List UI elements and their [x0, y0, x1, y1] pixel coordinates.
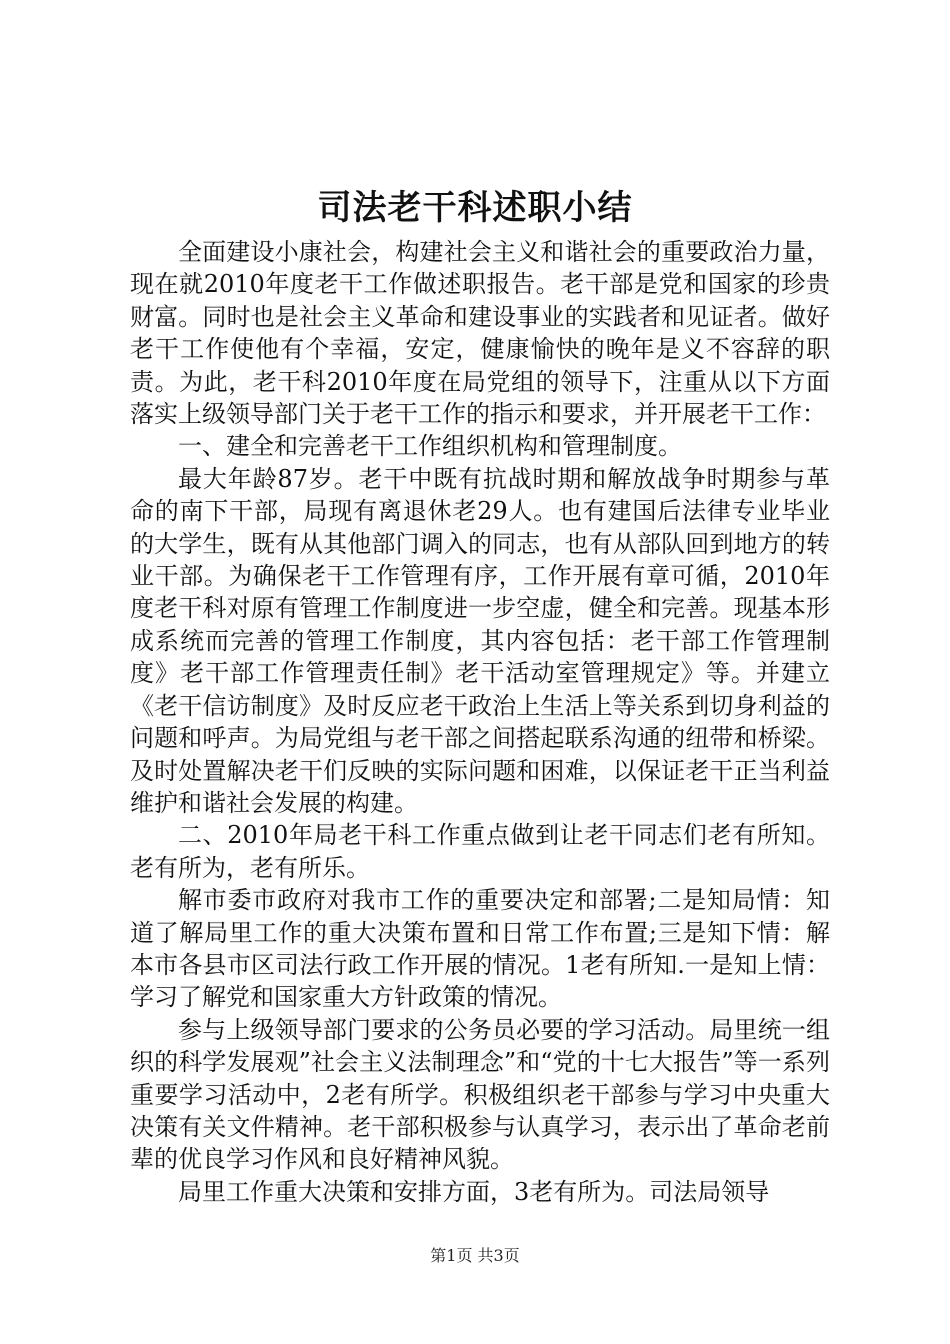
paragraph: 解市委市政府对我市工作的重要决定和部署;二是知局情：知道了解局里工作的重大决策布置和日常工作布置;三是知下情：解本市各县市区司法行政工作开展的情况。1老有所知.一是知上情：学习了解党和国家重大方针政策的情况。 [130, 886, 830, 1012]
paragraph: 局里工作重大决策和安排方面，3老有所为。司法局领导 [178, 1177, 770, 1206]
page-footer: 第1页 共3页 [430, 1246, 520, 1265]
section-heading: 二、2010年局老干科工作重点做到让老干同志们老有所知。老有所为，老有所乐。 [130, 821, 830, 882]
paragraph: 全面建设小康社会，构建社会主义和谐社会的重要政治力量，现在就2010年度老干工作做述职报告。老干部是党和国家的珍贵财富。同时也是社会主义革命和建设事业的实践者和见证者。做好老干工作使他有个幸福，安定，健康愉快的晚年是义不容辞的职责。为此，老干科2010年度在局党组的领导下，注重从以下方面落实上级领导部门关于老干工作的指示和要求，并开展老干工作： [130, 238, 830, 429]
section-heading: 一、建全和完善老干工作组织机构和管理制度。 [178, 432, 682, 461]
paragraph: 最大年龄87岁。老干中既有抗战时期和解放战争时期参与革命的南下干部，局现有离退休老29人。也有建国后法律专业毕业的大学生，既有从其他部门调入的同志，也有从部队回到地方的转业干部。为确保老干工作管理有序，工作开展有章可循，2010年度老干科对原有管理工作制度进一步空虚，健全和完善。现基本形成系统而完善的管理工作制度，其内容包括：老干部工作管理制度》老干部工作管理责任制》老干活动室管理规定》等。并建立《老干信访制度》及时反应老干政治上生活上等关系到切身利益的问题和呼声。为局党组与老干部之间搭起联系沟通的纽带和桥梁。及时处置解决老干们反映的实际问题和困难，以保证老干正当利益维护和谐社会发展的构建。 [130, 464, 830, 817]
page-title: 司法老干科述职小结 [317, 188, 633, 228]
paragraph: 参与上级领导部门要求的公务员必要的学习活动。局里统一组织的科学发展观”社会主义法制理念”和“党的十七大报告”等一系列重要学习活动中，2老有所学。积极组织老干部参与学习中央重大决策有关文件精神。老干部积极参与认真学习，表示出了革命老前辈的优良学习作风和良好精神风貌。 [130, 1015, 830, 1174]
document-body [130, 236, 830, 1208]
